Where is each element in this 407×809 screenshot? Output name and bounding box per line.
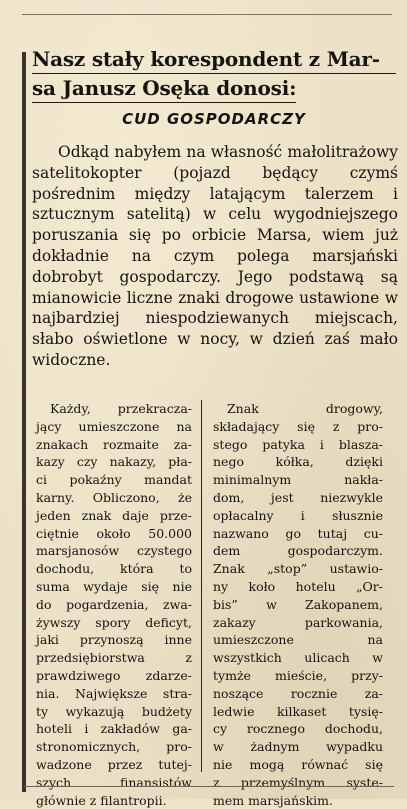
left-column-rule bbox=[22, 52, 26, 792]
column-line: jeden znak daje prze- bbox=[36, 507, 192, 523]
column-line: suma wydaje się nie bbox=[36, 578, 192, 594]
column-line: żywszy spory deficyt, bbox=[36, 614, 192, 630]
column-line: zakazy parkowania, bbox=[213, 614, 383, 630]
column-line: hoteli i zakładów ga- bbox=[36, 721, 192, 737]
column-line: szych finansistów bbox=[36, 774, 192, 790]
column-divider bbox=[201, 400, 202, 772]
column-line: nego kółka, dzięki bbox=[213, 454, 383, 470]
column-line: Znak „stop” ustawio- bbox=[213, 561, 383, 577]
column-line: z przemyślnym syste- bbox=[213, 774, 383, 790]
column-line: dom, jest niezwykle bbox=[213, 489, 383, 505]
column-line: cy rocznego dochodu, bbox=[213, 721, 383, 737]
column-line: opłacalny i słusznie bbox=[213, 507, 383, 523]
column-line: bis” w Zakopanem, bbox=[213, 596, 383, 612]
column-line: minimalnym nakła- bbox=[213, 472, 383, 488]
column-line: stronomicznych, pro- bbox=[36, 739, 192, 755]
column-line: jaki przynoszą inne bbox=[36, 632, 192, 648]
right-column bbox=[213, 400, 383, 809]
column-line: nia. Największe stra- bbox=[36, 685, 192, 701]
column-line: znakach rozmaite za- bbox=[36, 436, 192, 452]
column-line: wszystkich ulicach w bbox=[213, 650, 383, 666]
column-line: ciętnie około 50.000 bbox=[36, 525, 192, 541]
column-line: mem marsjańskim. bbox=[213, 792, 333, 808]
section-title: CUD GOSPODARCZY bbox=[122, 110, 306, 128]
column-line: ny koło hotelu „Or- bbox=[213, 578, 383, 594]
column-line: marsjanosów czystego bbox=[36, 543, 192, 559]
column-line: dochodu, która to bbox=[36, 561, 192, 577]
bottom-rule bbox=[24, 786, 394, 787]
column-line: ledwie kilkaset tysię- bbox=[213, 703, 383, 719]
column-line: ci pokaźny mandat bbox=[36, 472, 192, 488]
column-line: głównie z filantropii. bbox=[36, 792, 167, 808]
headline-line-1: Nasz stały korespondent z Mar- bbox=[32, 46, 396, 74]
column-line: do pogardzenia, zwa- bbox=[36, 596, 192, 612]
column-line: składający się z pro- bbox=[213, 418, 383, 434]
headline bbox=[32, 46, 396, 104]
column-line: noszące rocznie za- bbox=[213, 685, 383, 701]
headline-line-2: sa Janusz Osęka donosi: bbox=[32, 75, 296, 103]
column-line: prawdziwego zdarze- bbox=[36, 667, 192, 683]
left-column bbox=[36, 400, 192, 809]
column-line: Każdy, przekracza- bbox=[50, 401, 192, 416]
column-line: ty wykazują budżety bbox=[36, 703, 192, 719]
column-line: nie mogą równać się bbox=[213, 756, 383, 772]
column-line: umieszczone na bbox=[213, 632, 383, 648]
lead-paragraph: Odkąd nabyłem na własność małolitrażowy satelitokopter (pojazd będący czymś pośrednim między latającym talerzem i sztucznym satelitą) w celu wygodniejszego poruszania się po orbicie Marsa, wiem już dokładnie na czym polega marsjański dobrobyt gospodarczy. Jego podstawą są mianowicie liczne znaki drogowe ustawione w najbardziej niespodziewanych miejscach, słabo oświetlone w nocy, w dzień zaś mało widoczne. bbox=[32, 143, 398, 369]
column-line: Znak drogowy, bbox=[227, 401, 383, 416]
column-line: karny. Obliczono, że bbox=[36, 489, 192, 505]
top-rule bbox=[22, 14, 392, 15]
column-line: nazwano go tutaj cu- bbox=[213, 525, 383, 541]
column-line: kazy czy nakazy, pła- bbox=[36, 454, 192, 470]
column-line: stego patyka i blasza- bbox=[213, 436, 383, 452]
column-line: wadzone przez tutej- bbox=[36, 756, 192, 772]
column-line: przedsiębiorstwa z bbox=[36, 650, 192, 666]
column-line: jący umieszczone na bbox=[36, 418, 192, 434]
column-line: tymże mieście, przy- bbox=[213, 667, 383, 683]
column-line: dem gospodarczym. bbox=[213, 543, 383, 559]
column-line: w żadnym wypadku bbox=[213, 739, 383, 755]
